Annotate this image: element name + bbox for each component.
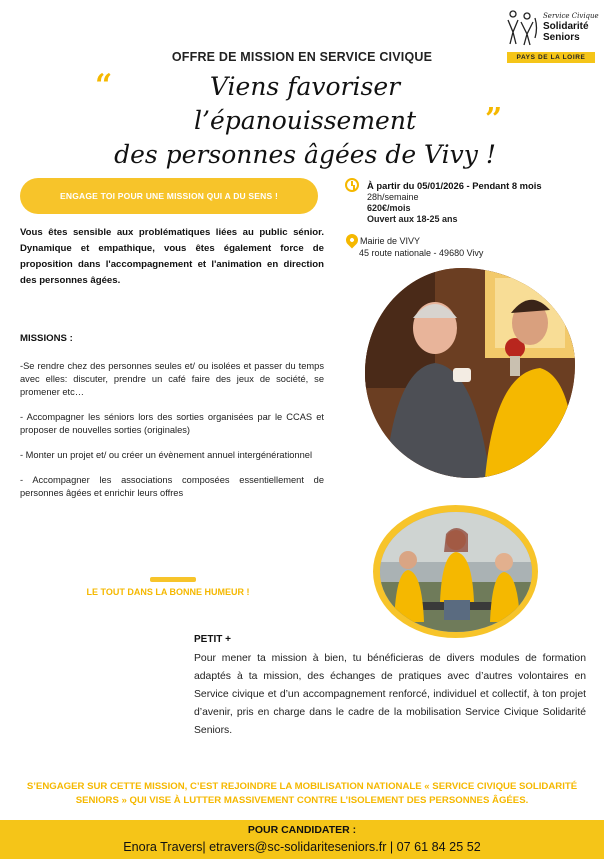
headline [95,70,515,172]
intro-paragraph: Vous êtes sensible aux problématiques liées au public sénior. Dynamique et empathique, vous êtes également force de proposition dans l'accompagnement et l'animation en direction des personnes âgées. [20,227,324,286]
mission-item: - Accompagner les associations composées essentiellement de personnes âgées et enrichir leurs offres [20,475,324,498]
location-address: 45 route nationale - 49680 Vivy [359,248,484,258]
mission-item: - Monter un projet et/ ou créer un évènement annuel intergénérationnel [20,450,313,460]
logo-name-line1: Solidarité [543,21,589,32]
photo-illustration [365,268,575,478]
location-pin-icon [344,232,361,249]
age-eligibility: Ouvert aux 18-25 ans [367,214,458,224]
logo-name-line2: Seniors [543,32,580,43]
photo-volunteers-group [380,512,532,632]
logo-region-badge: PAYS DE LA LOIRE [507,52,595,63]
good-mood-tagline: LE TOUT DANS LA BONNE HUMEUR ! [86,587,250,597]
photo-senior-and-volunteer [365,268,575,478]
people-figures-icon [505,8,543,48]
petit-plus-title: PETIT + [194,634,231,645]
logo-name [543,21,589,43]
mission-callout-pill: ENGAGE TOI POUR UNE MISSION QUI A DU SENS ! [20,178,318,214]
monthly-allowance: 620€/mois [367,203,411,213]
clock-icon [345,178,359,192]
close-quote-mark: ” [485,102,503,137]
apply-title: POUR CANDIDATER : [247,824,357,836]
contact-details[interactable]: Enora Travers| etravers@sc-solidariteseniors.fr | 07 61 84 25 52 [123,840,481,854]
mission-item: - Accompagner les séniors lors des sorties organisées par le CCAS et proposer de nouvelles sorties (originales) [20,412,324,435]
logo-tagline: Service Civique [543,12,599,20]
headline-line-2: des personnes âgées de Vivy ! [114,140,496,169]
mission-item: -Se rendre chez des personnes seules et/ ou isolées et passer du temps avec elles: discuter, prendre un café faire des jeux de société, se promener etc… [20,361,324,397]
closing-statement: S’ENGAGER SUR CETTE MISSION, C’EST REJOINDRE LA MOBILISATION NATIONALE « SERVICE CIVIQUE SOLIDARITÉ SENIORS » QUI VISE À LUTTER MASSIVEMENT CONTRE L’ISOLEMENT DES PERSONNES ÂGÉES. [26,781,578,806]
apply-footer [0,820,604,859]
weekly-hours: 28h/semaine [367,192,419,202]
open-quote-mark: “ [95,68,113,103]
location-name: Mairie de VIVY [360,236,421,246]
missions-title: MISSIONS : [20,333,73,344]
photo-illustration [380,512,532,632]
yellow-divider [150,577,196,582]
missions-list [20,360,324,512]
petit-plus-body: Pour mener ta mission à bien, tu bénéficieras de divers modules de formation adaptés à ta mission, des échanges de pratiques avec d’autres volontaires en Service civique et d’un accompagnement renforcé, individuel et collectif, à ton projet d’avenir, pris en charge dans le cadre de la mobilisation Service Civique Solidarité Seniors. [194,653,586,736]
offer-heading: OFFRE DE MISSION EN SERVICE CIVIQUE [171,50,433,64]
headline-line-1: Viens favoriser l’épanouissement [194,72,416,135]
start-date-duration: À partir du 05/01/2026 - Pendant 8 mois [367,180,542,191]
